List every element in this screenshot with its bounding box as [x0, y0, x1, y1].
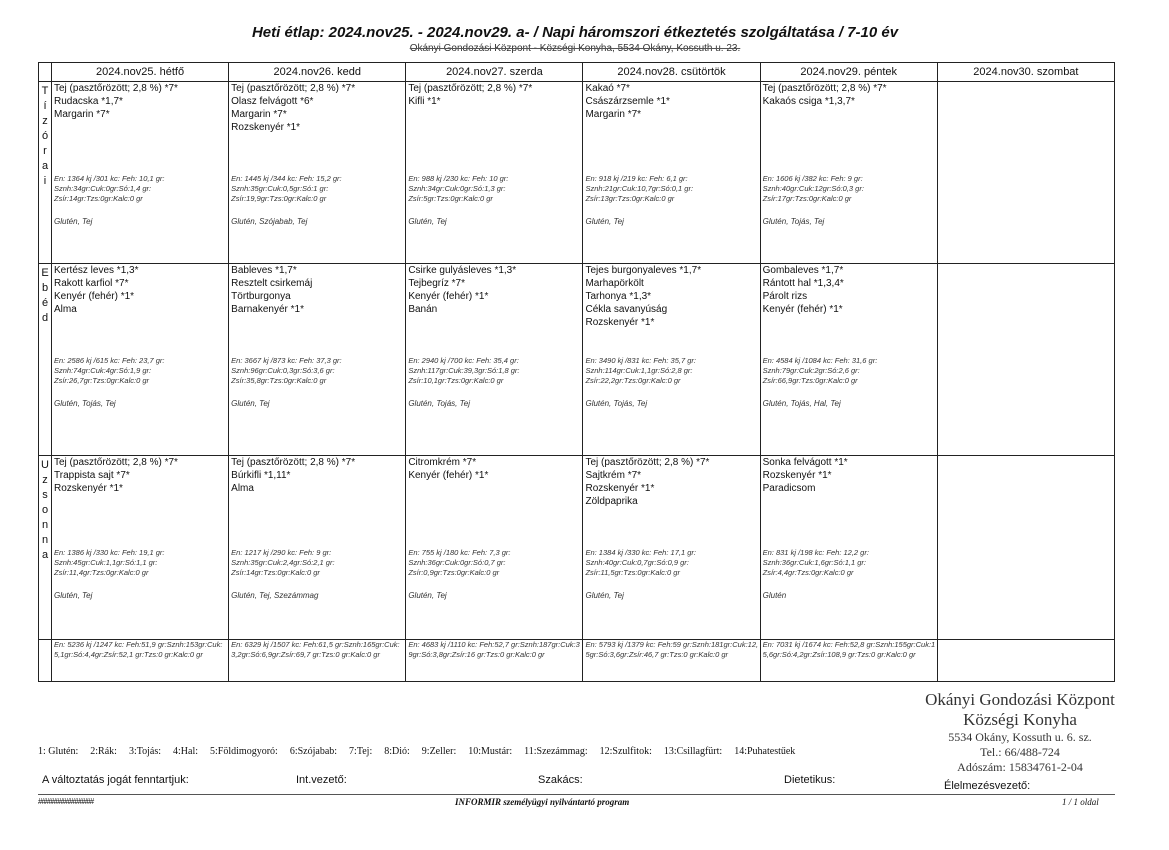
meal-row: [39, 264, 1115, 456]
dish-item: Margarin *7*: [585, 109, 642, 120]
nutrition-line: En: 831 kj /198 kc: Feh: 12,2 gr:: [762, 548, 869, 557]
meal-label-char: n: [41, 534, 49, 546]
allergen-legend: [38, 746, 1138, 757]
nutrition-line: Zsír:19,9gr:Tzs:0gr:Kalc:0 gr: [231, 194, 327, 203]
menu-cell: [229, 82, 406, 264]
dish-item: Olasz felvágott *6*: [231, 96, 314, 107]
day-header: 2024.nov28. csütörtök: [583, 63, 760, 82]
dish-item: Tej (pasztőrözött; 2,8 %) *7*: [408, 83, 533, 94]
daily-total-cell: [52, 640, 229, 682]
dish-item: Császárzsemle *1*: [585, 96, 670, 107]
nutrition-info: [583, 548, 695, 578]
legend-item: 11:Szezámmag:: [524, 746, 588, 757]
nutrition-line: En: 3490 kj /831 kc: Feh: 35,7 gr:: [585, 356, 696, 365]
dish-item: Rakott karfiol *7*: [54, 278, 129, 289]
daily-total-text: En: 5793 kj /1379 kc: Feh:59 gr:Sznh:181gr:Cuk:12,5gr:Só:3,6gr:Zsír:46,7 gr:Tzs:0 gr:Kalc:0 gr: [585, 640, 759, 659]
menu-table: [38, 62, 1115, 659]
dish-item: Kenyér (fehér) *1*: [54, 291, 135, 302]
dish-item: Kakaós csiga *1,3,7*: [762, 96, 855, 107]
nutrition-line: Sznh:21gr:Cuk:10,7gr:Só:0,1 gr:: [585, 184, 694, 193]
allergen-list: Glutén, Tej: [54, 591, 93, 600]
dish-item: Sajtkrém *7*: [585, 470, 642, 481]
nutrition-line: En: 4584 kj /1084 kc: Feh: 31,6 gr:: [762, 356, 878, 365]
nutrition-info: [761, 548, 869, 578]
nutrition-line: Sznh:36gr:Cuk:0gr:Só:0,7 gr:: [408, 558, 506, 567]
menu-cell: [583, 456, 760, 640]
allergen-list: Glutén, Tej, Szezámmag: [231, 591, 319, 600]
day-header: 2024.nov30. szombat: [937, 63, 1114, 82]
nutrition-line: En: 2940 kj /700 kc: Feh: 35,4 gr:: [408, 356, 519, 365]
menu-cell: [406, 264, 583, 456]
nutrition-info: [583, 174, 693, 204]
menu-cell: [760, 264, 937, 456]
dish-item: Alma: [231, 483, 254, 494]
nutrition-line: Sznh:36gr:Cuk:1,6gr:Só:1,1 gr:: [762, 558, 867, 567]
meal-label-char: T: [41, 85, 49, 97]
legend-item: 7:Tej:: [349, 746, 373, 757]
dish-item: Kenyér (fehér) *1*: [762, 304, 843, 315]
nutrition-line: Zsír:35,8gr:Tzs:0gr:Kalc:0 gr: [231, 376, 327, 385]
meal-label: [39, 82, 52, 264]
dish-item: Tej (pasztőrözött; 2,8 %) *7*: [231, 83, 356, 94]
day-header: 2024.nov26. kedd: [229, 63, 406, 82]
daily-total-row: [39, 640, 1115, 682]
meal-label-char: r: [43, 145, 47, 157]
meal-label-char: z: [42, 115, 48, 127]
nutrition-line: Zsír:11,5gr:Tzs:0gr:Kalc:0 gr: [585, 568, 680, 577]
nutrition-info: [583, 356, 695, 386]
nutrition-info: [229, 174, 341, 204]
dish-item: Kakaó *7*: [585, 83, 630, 94]
legend-item: 13:Csillagfürt:: [663, 746, 723, 757]
dish-item: Citromkrém *7*: [408, 457, 477, 468]
day-header: 2024.nov25. hétfő: [52, 63, 229, 82]
stamp-line: 5534 Okány, Kossuth u. 6. sz.: [948, 730, 1092, 744]
allergen-list: Glutén, Tej: [585, 217, 624, 226]
menu-cell: [937, 82, 1114, 264]
menu-cell: [229, 456, 406, 640]
nutrition-info: [406, 174, 508, 204]
nutrition-line: Sznh:79gr:Cuk:2gr:Só:2,6 gr:: [762, 366, 860, 375]
nutrition-line: Zsír:22,2gr:Tzs:0gr:Kalc:0 gr: [585, 376, 681, 385]
dietitian-label: Dietetikus:: [784, 774, 836, 786]
meal-label-char: s: [42, 489, 48, 501]
meal-label-char: U: [41, 459, 49, 471]
nutrition-line: Zsír:17gr:Tzs:0gr:Kalc:0 gr: [762, 194, 852, 203]
meal-label: [39, 264, 52, 456]
dish-item: Tej (pasztőrözött; 2,8 %) *7*: [54, 83, 178, 94]
menu-cell: [760, 82, 937, 264]
dish-item: Alma: [54, 304, 77, 315]
dish-item: Kifli *1*: [408, 96, 441, 107]
nutrition-info: [761, 356, 878, 386]
nutrition-line: En: 1386 kj /330 kc: Feh: 19,1 gr:: [54, 548, 165, 557]
meal-label-char: d: [41, 312, 49, 324]
nutrition-line: Zsír:14gr:Tzs:0gr:Kalc:0 gr: [231, 568, 320, 577]
nutrition-line: En: 1606 kj /382 kc: Feh: 9 gr:: [762, 174, 863, 183]
meal-label-char: a: [41, 549, 49, 561]
dish-item: Rozskenyér *1*: [585, 317, 655, 328]
dish-item: Marhapörkölt: [585, 278, 644, 289]
allergen-list: Glutén, Tej: [408, 217, 447, 226]
nutrition-info: [52, 174, 164, 204]
dish-item: Rozskenyér *1*: [231, 122, 301, 133]
dish-item: Búrkifli *1,11*: [231, 470, 291, 481]
nutrition-info: [406, 548, 510, 578]
allergen-list: Glutén, Szójabab, Tej: [231, 217, 308, 226]
dish-item: Tejbegríz *7*: [408, 278, 466, 289]
nutrition-line: Zsír:14gr:Tzs:0gr:Kalc:0 gr: [54, 194, 143, 203]
meal-label-char: z: [42, 474, 48, 486]
nutrition-line: Sznh:96gr:Cuk:0,3gr:Só:3,6 gr:: [231, 366, 335, 375]
nutrition-line: Sznh:34gr:Cuk:0gr:Só:1,3 gr:: [408, 184, 506, 193]
meal-label-char: a: [41, 160, 49, 172]
allergen-list: Glutén, Tojás, Tej: [408, 399, 470, 408]
nutrition-line: Zsír:13gr:Tzs:0gr:Kalc:0 gr: [585, 194, 675, 203]
legend-item: 3:Tojás:: [128, 746, 162, 757]
dish-item: Rudacska *1,7*: [54, 96, 123, 107]
daily-total-cell: [406, 640, 583, 682]
allergen-list: Glutén, Tojás, Tej: [54, 399, 116, 408]
dish-item: Margarin *7*: [54, 109, 110, 120]
menu-cell: [937, 456, 1114, 640]
dish-item: Kertész leves *1,3*: [54, 265, 139, 276]
nutrition-info: [229, 548, 334, 578]
nutrition-line: Sznh:117gr:Cuk:39,3gr:Só:1,8 gr:: [408, 366, 520, 375]
daily-total-cell: [937, 640, 1114, 682]
footer-program: INFORMIR személyügyi nyilvántartó program: [455, 797, 630, 807]
nutrition-line: Sznh:74gr:Cuk:4gr:Só:1,9 gr:: [54, 366, 152, 375]
day-header-row: [39, 63, 1115, 82]
legend-item: 8:Dió:: [384, 746, 410, 757]
legend-item: 14:Puhatestűek: [734, 746, 796, 757]
nutrition-line: Zsír:11,4gr:Tzs:0gr:Kalc:0 gr: [54, 568, 149, 577]
nutrition-line: Sznh:45gr:Cuk:1,1gr:Só:1,1 gr:: [54, 558, 158, 567]
menu-cell: [406, 82, 583, 264]
menu-cell: [937, 264, 1114, 456]
dish-item: Sonka felvágott *1*: [762, 457, 848, 468]
meal-row: [39, 456, 1115, 640]
allergen-list: Glutén, Tej: [408, 591, 447, 600]
allergen-list: Glutén, Tej: [54, 217, 93, 226]
stamp-line: Községi Konyha: [963, 710, 1077, 729]
legend-item: 5:Földimogyoró:: [210, 746, 278, 757]
dish-item: Párolt rizs: [762, 291, 808, 302]
nutrition-line: Zsír:4,4gr:Tzs:0gr:Kalc:0 gr: [762, 568, 854, 577]
dish-item: Paradicsom: [762, 483, 816, 494]
menu-cell: [583, 82, 760, 264]
nutrition-line: Sznh:40gr:Cuk:12gr:Só:0,3 gr:: [762, 184, 864, 193]
nutrition-info: [406, 356, 519, 386]
allergen-list: Glutén, Tojás, Tej: [762, 217, 825, 226]
nutrition-line: En: 1445 kj /344 kc: Feh: 15,2 gr:: [231, 174, 342, 183]
daily-total-cell: [229, 640, 406, 682]
daily-total-text: En: 7031 kj /1674 kc: Feh:52,8 gr:Sznh:155gr:Cuk:15,6gr:Só:4,2gr:Zsír:108,9 gr:Tzs:0 gr:Kalc:0 gr: [762, 640, 936, 659]
dish-item: Tej (pasztőrözött; 2,8 %) *7*: [54, 457, 178, 468]
stamp-line: Tel.: 66/488-724: [980, 745, 1060, 759]
legend-item: 2:Rák:: [90, 746, 117, 757]
dish-item: Csirke gulyásleves *1,3*: [408, 265, 517, 276]
food-manager-label: Élelmezésvezető:: [944, 780, 1031, 792]
allergen-list: Glutén, Tojás, Hal, Tej: [762, 399, 841, 408]
corner-cell: [39, 63, 52, 82]
dish-item: Rozskenyér *1*: [585, 483, 655, 494]
nutrition-line: Sznh:114gr:Cuk:1,1gr:Só:2,8 gr:: [585, 366, 693, 375]
stamp-line: Adószám: 15834761-2-04: [957, 760, 1083, 774]
dish-item: Tejes burgonyaleves *1,7*: [585, 265, 702, 276]
daily-total-text: En: 6329 kj /1507 kc: Feh:61,5 gr:Sznh:165gr:Cuk:3,2gr:Só:6,9gr:Zsír:69,7 gr:Tzs:0 gr:Kalc:0 gr: [231, 640, 400, 659]
nutrition-info: [52, 356, 164, 386]
dish-item: Tarhonya *1,3*: [585, 291, 652, 302]
nutrition-line: En: 755 kj /180 kc: Feh: 7,3 gr:: [408, 548, 511, 557]
day-header: 2024.nov27. szerda: [406, 63, 583, 82]
allergen-list: Glutén, Tej: [585, 591, 624, 600]
page-subtitle: Okányi Gondozási Központ - Községi Konyha, 5534 Okány, Kossuth u. 23.: [409, 43, 741, 54]
meal-label-char: n: [41, 519, 49, 531]
menu-cell: [52, 264, 229, 456]
legend-item: 6:Szójabab:: [289, 746, 338, 757]
meal-label: [39, 456, 52, 640]
dish-item: Banán: [408, 304, 438, 315]
nutrition-line: En: 2586 kj /615 kc: Feh: 23,7 gr:: [54, 356, 165, 365]
legend-item: 12:Szulfitok:: [599, 746, 652, 757]
nutrition-line: Sznh:35gr:Cuk:0,5gr:Só:1 gr:: [231, 184, 329, 193]
meal-label-char: í: [43, 100, 47, 112]
day-header: 2024.nov29. péntek: [760, 63, 937, 82]
nutrition-line: Zsír:26,7gr:Tzs:0gr:Kalc:0 gr: [54, 376, 150, 385]
dish-item: Gombaleves *1,7*: [762, 265, 844, 276]
nutrition-line: Zsír:0,9gr:Tzs:0gr:Kalc:0 gr: [408, 568, 500, 577]
nutrition-line: Zsír:66,9gr:Tzs:0gr:Kalc:0 gr: [762, 376, 858, 385]
menu-cell: [52, 82, 229, 264]
dish-item: Tej (pasztőrözött; 2,8 %) *7*: [585, 457, 710, 468]
dish-item: Barnakenyér *1*: [231, 304, 304, 315]
nutrition-info: [761, 174, 864, 204]
legend-item: 4:Hal:: [173, 746, 199, 757]
allergen-list: Glutén: [762, 591, 787, 600]
dish-item: Rántott hal *1,3,4*: [762, 278, 844, 289]
dish-item: Resztelt csirkemáj: [231, 278, 313, 289]
footer-divider: [38, 794, 1115, 795]
daily-total-text: En: 4683 kj /1110 kc: Feh:52,7 gr:Sznh:187gr:Cuk:39gr:Só:3,8gr:Zsír:16 gr:Tzs:0 gr:Kalc:0 gr: [408, 640, 580, 659]
allergen-list: Glutén, Tej: [231, 399, 270, 408]
nutrition-line: En: 1384 kj /330 kc: Feh: 17,1 gr:: [585, 548, 696, 557]
nutrition-line: En: 1217 kj /290 kc: Feh: 9 gr:: [231, 548, 332, 557]
meal-row: [39, 82, 1115, 264]
allergen-list: Glutén, Tojás, Tej: [585, 399, 648, 408]
stamp-line: Okányi Gondozási Központ: [925, 690, 1115, 709]
daily-total-text: En: 5236 kj /1247 kc: Feh:51,9 gr:Sznh:153gr:Cuk:5,1gr:Só:4,4gr:Zsír:52,1 gr:Tzs:0 gr:Kalc:0 gr: [54, 640, 223, 659]
rights-reserved-label: A változtatás jogát fenntartjuk:: [42, 774, 189, 786]
menu-cell: [52, 456, 229, 640]
int-leader-label: Int.vezető:: [296, 774, 347, 786]
nutrition-line: Sznh:34gr:Cuk:0gr:Só:1,4 gr:: [54, 184, 152, 193]
daily-total-cell: [583, 640, 760, 682]
dish-item: Kenyér (fehér) *1*: [408, 470, 489, 481]
nutrition-line: En: 988 kj /230 kc: Feh: 10 gr:: [408, 174, 509, 183]
meal-label-char: i: [43, 175, 47, 187]
nutrition-line: Zsír:5gr:Tzs:0gr:Kalc:0 gr: [408, 194, 493, 203]
dish-item: Margarin *7*: [231, 109, 287, 120]
nutrition-line: Sznh:35gr:Cuk:2,4gr:Só:2,1 gr:: [231, 558, 335, 567]
menu-cell: [229, 264, 406, 456]
footer-marks: ################: [38, 797, 94, 806]
dish-item: Tej (pasztőrözött; 2,8 %) *7*: [231, 457, 356, 468]
meal-label-char: é: [41, 297, 49, 309]
cook-label: Szakács:: [538, 774, 583, 786]
legend-item: 9:Zeller:: [421, 746, 457, 757]
dish-item: Trappista sajt *7*: [54, 470, 130, 481]
nutrition-line: En: 918 kj /219 kc: Feh: 6,1 gr:: [585, 174, 688, 183]
dish-item: Cékla savanyúság: [585, 304, 668, 315]
nutrition-line: En: 1364 kj /301 kc: Feh: 10,1 gr:: [54, 174, 165, 183]
dish-item: Bableves *1,7*: [231, 265, 297, 276]
footer-page: 1 / 1 oldal: [1062, 797, 1099, 807]
menu-cell: [760, 456, 937, 640]
page-title: Heti étlap: 2024.nov25. - 2024.nov29. a- / Napi háromszori étkeztetés szolgáltatása / 7-10 év: [251, 24, 899, 41]
nutrition-info: [229, 356, 341, 386]
nutrition-line: Sznh:40gr:Cuk:0,7gr:Só:0,9 gr:: [585, 558, 689, 567]
meal-label-char: b: [41, 282, 49, 294]
dish-item: Törtburgonya: [231, 291, 291, 302]
menu-cell: [583, 264, 760, 456]
total-label-cell: [39, 640, 52, 682]
meal-label-char: ó: [41, 130, 49, 142]
dish-item: Rozskenyér *1*: [762, 470, 832, 481]
daily-total-cell: [760, 640, 937, 682]
legend-item: 10:Mustár:: [468, 746, 513, 757]
nutrition-line: Zsír:10,1gr:Tzs:0gr:Kalc:0 gr: [408, 376, 504, 385]
meal-label-char: E: [41, 267, 49, 279]
dish-item: Kenyér (fehér) *1*: [408, 291, 489, 302]
menu-cell: [406, 456, 583, 640]
dish-item: Tej (pasztőrözött; 2,8 %) *7*: [762, 83, 887, 94]
dish-item: Rozskenyér *1*: [54, 483, 123, 494]
meal-label-char: o: [41, 504, 49, 516]
legend-item: 1: Glutén:: [38, 746, 79, 757]
nutrition-info: [52, 548, 164, 578]
dish-item: Zöldpaprika: [585, 496, 638, 507]
nutrition-line: En: 3667 kj /873 kc: Feh: 37,3 gr:: [231, 356, 342, 365]
stamp: [905, 690, 1135, 775]
